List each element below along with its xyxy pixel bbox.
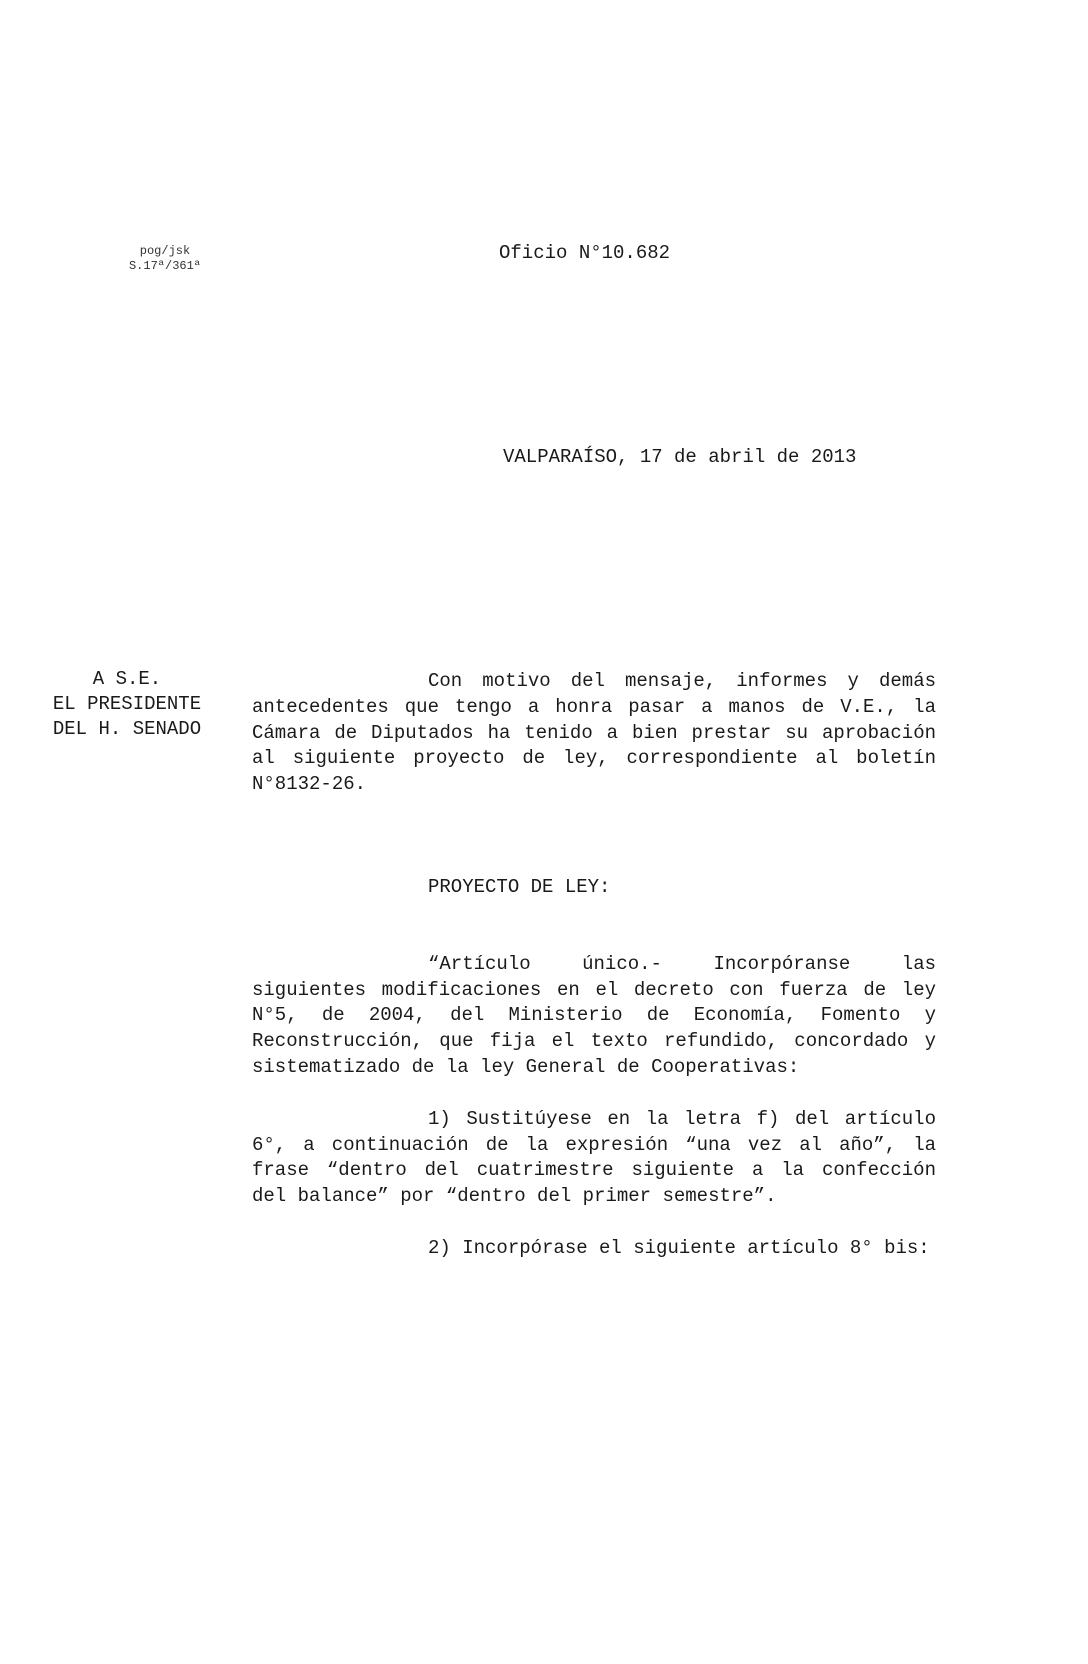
intro-paragraph: Con motivo del mensaje, informes y demás antecedentes que tengo a honra pasar a manos de V.E., la Cámara de Diputados ha tenido a bien prestar su aprobación al siguiente proyecto de ley, correspondiente al boletín N°8132-26. bbox=[252, 670, 936, 796]
document-date: VALPARAÍSO, 17 de abril de 2013 bbox=[503, 446, 857, 468]
oficio-number: Oficio N°10.682 bbox=[499, 242, 671, 264]
document-body bbox=[252, 669, 936, 1262]
recipient-line-2: EL PRESIDENTE bbox=[52, 693, 202, 715]
reference-line-2: S.17ª/361ª bbox=[128, 259, 201, 273]
recipient-line-1: A S.E. bbox=[92, 668, 162, 690]
item-1-paragraph: 1) Sustitúyese en la letra f) del artículo 6°, a continuación de la expresión “una vez al año”, la frase “dentro del cuatrimestre siguiente a la confección del balance” por “dentro del primer semestre”. bbox=[252, 1107, 936, 1208]
bill-heading: PROYECTO DE LEY: bbox=[428, 875, 611, 898]
recipient-block bbox=[38, 667, 216, 742]
item-2-paragraph: 2) Incorpórase el siguiente artículo 8° bis: bbox=[428, 1236, 930, 1259]
article-paragraph: “Artículo único.- Incorpóranse las siguientes modificaciones en el decreto con fuerza de ley N°5, de 2004, del Ministerio de Economía, Fomento y Reconstrucción, que fija el texto refundido, concordado y sistematizado de la ley General de Cooperativas: bbox=[252, 952, 936, 1078]
reference-initials bbox=[110, 244, 220, 274]
recipient-line-3: DEL H. SENADO bbox=[52, 718, 202, 740]
reference-line-1: pog/jsk bbox=[139, 244, 191, 258]
